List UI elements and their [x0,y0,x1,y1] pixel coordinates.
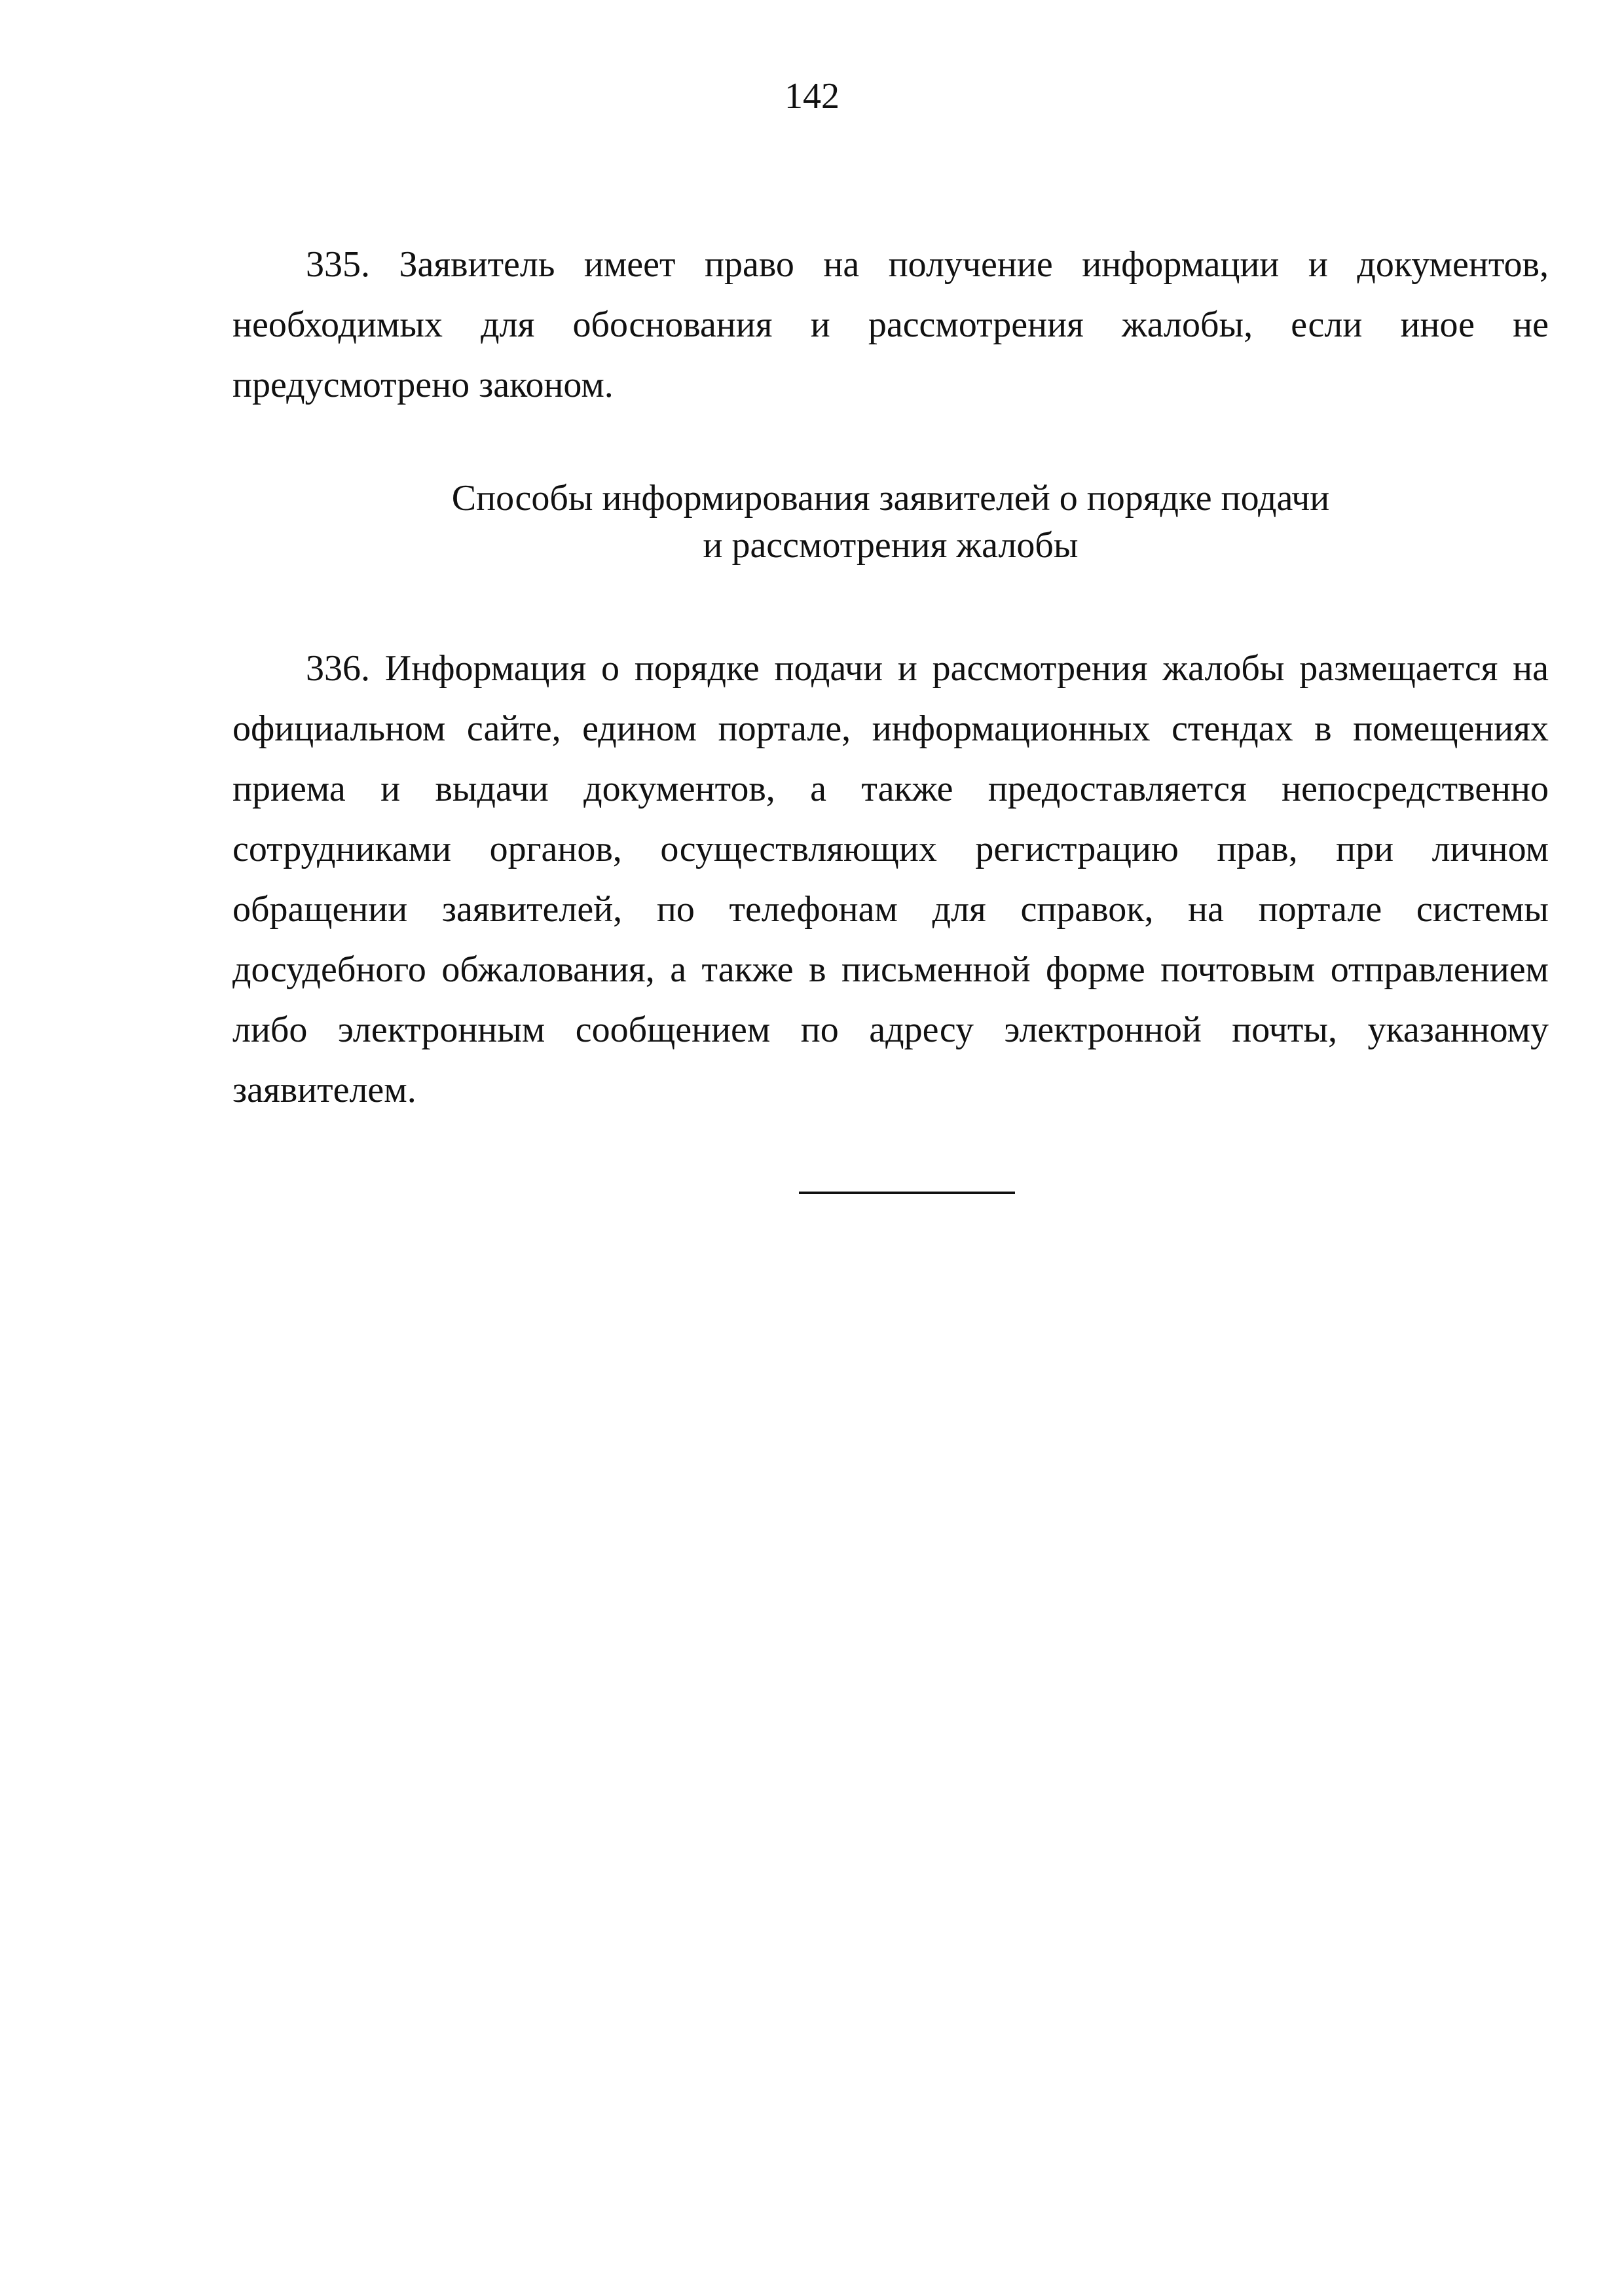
section-heading [232,475,1549,569]
end-of-document-rule [799,1192,1015,1194]
section-heading-line-1: Способы информирования заявителей о порядке подачи [451,478,1330,519]
page-number: 142 [784,76,840,117]
paragraph-335: 335. Заявитель имеет право на получение информации и документов, необходимых для обоснования и рассмотрения жалобы, если иное не предусмотрено законом. [232,244,1549,405]
section-heading-line-2: и рассмотрения жалобы [703,525,1079,566]
paragraph-336: 336. Информация о порядке подачи и рассмотрения жалобы размещается на официальном сайте, едином портале, информационных стендах в помещениях приема и выдачи документов, а также предоставляется непосредственно сотрудниками органов, осуществляющих регистрацию прав, при личном обращении заявителей, по телефонам для справок, на портале системы досудебного обжалования, а также в письменной форме почтовым отправлением либо электронным сообщением по адресу электронной почты, указанному заявителем. [232,648,1549,1110]
